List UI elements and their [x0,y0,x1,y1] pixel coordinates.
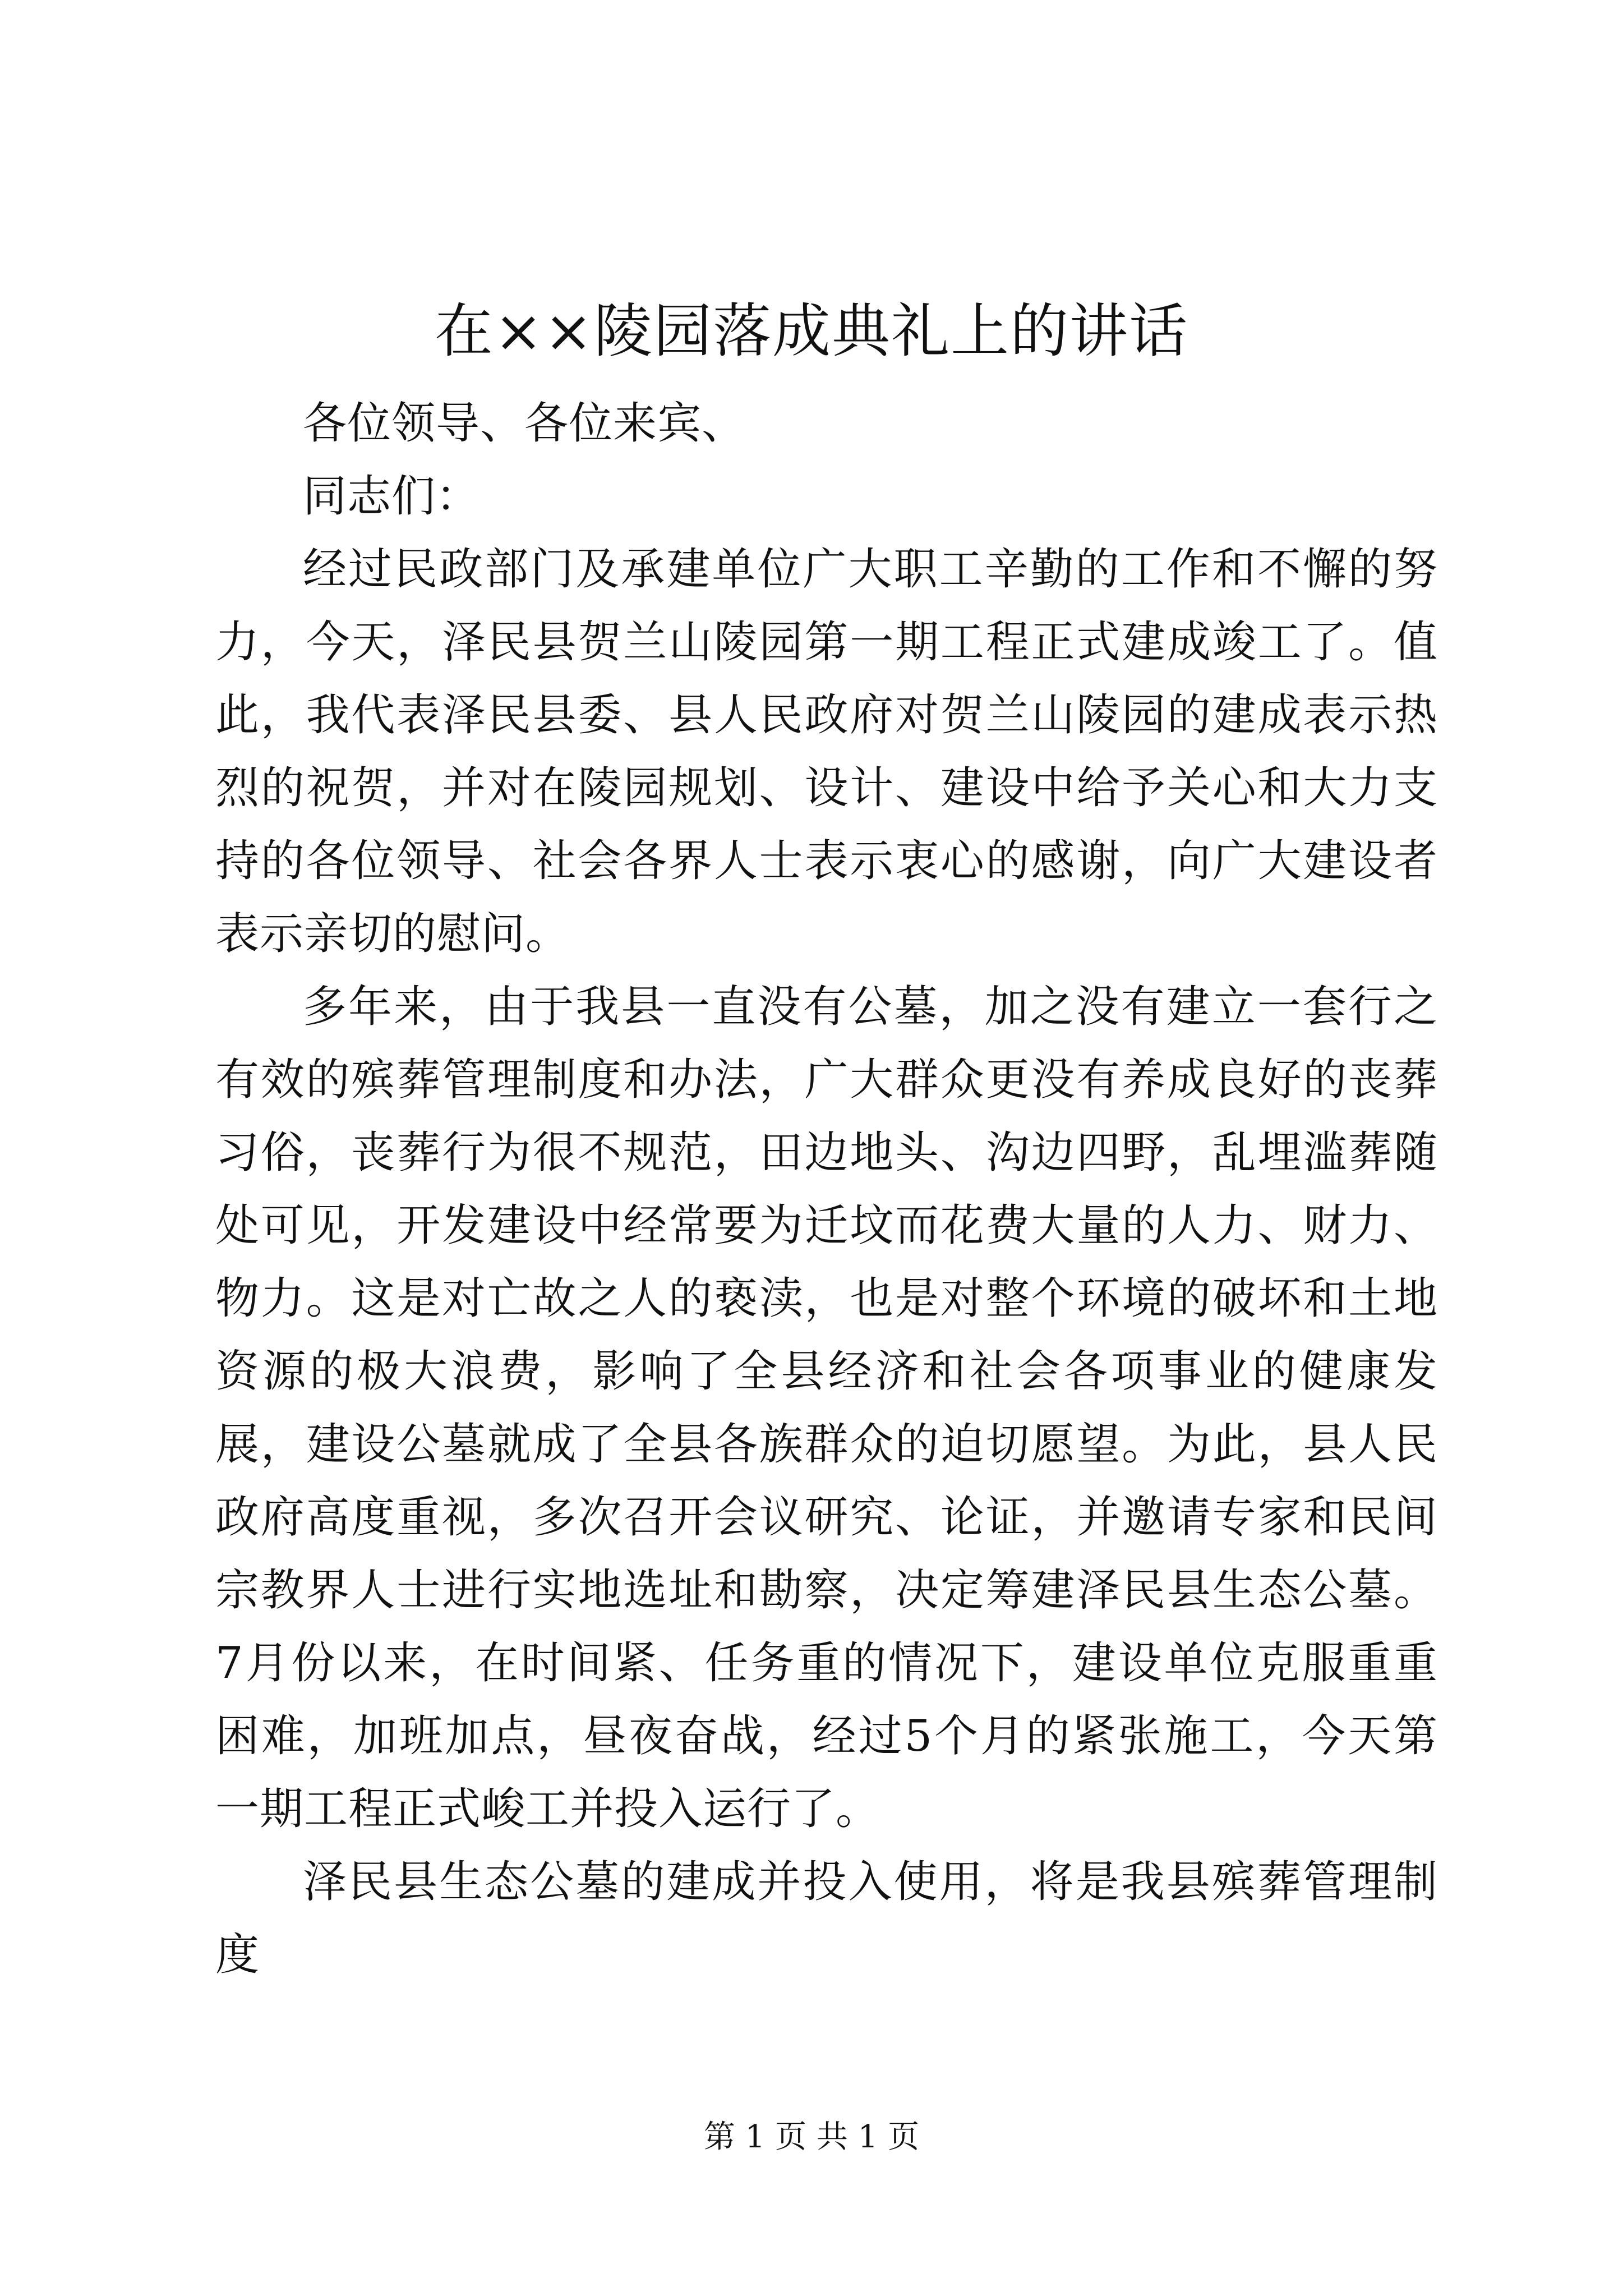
page-footer: 第 1 页 共 1 页 [703,2119,920,2155]
document-body [215,387,1438,1991]
paragraph: 经过民政部门及承建单位广大职工辛勤的工作和不懈的努力，今天，泽民县贺兰山陵园第一期工程正式建成竣工了。值此，我代表泽民县委、县人民政府对贺兰山陵园的建成表示热烈的祝贺，并对在陵园规划、设计、建设中给予关心和大力支持的各位领导、社会各界人士表示衷心的感谢，向广大建设者表示亲切的慰问。 [215,544,1438,959]
salutation-line-1: 各位领导、各位来宾、 [303,398,746,449]
paragraph: 多年来，由于我县一直没有公墓，加之没有建立一套行之有效的殡葬管理制度和办法，广大群众更没有养成良好的丧葬习俗，丧葬行为很不规范，田边地头、沟边四野，乱埋滥葬随处可见，开发建设中经常要为迁坟而花费大量的人力、财力、物力。这是对亡故之人的亵渎，也是对整个环境的破坏和土地资源的极大浪费，影响了全县经济和社会各项事业的健康发展，建设公墓就成了全县各族群众的迫切愿望。为此，县人民政府高度重视，多次召开会议研究、论证，并邀请专家和民间宗教界人士进行实地选址和勘察，决定筹建泽民县生态公墓。7月份以来，在时间紧、任务重的情况下，建设单位克服重重困难，加班加点，昼夜奋战，经过5个月的紧张施工，今天第一期工程正式峻工并投入运行了。 [215,982,1438,1834]
salutation-line-2: 同志们： [303,471,481,522]
document-title: 在××陵园落成典礼上的讲话 [434,297,1189,365]
paragraph: 泽民县生态公墓的建成并投入使用，将是我县殡葬管理制度 [215,1857,1438,1980]
